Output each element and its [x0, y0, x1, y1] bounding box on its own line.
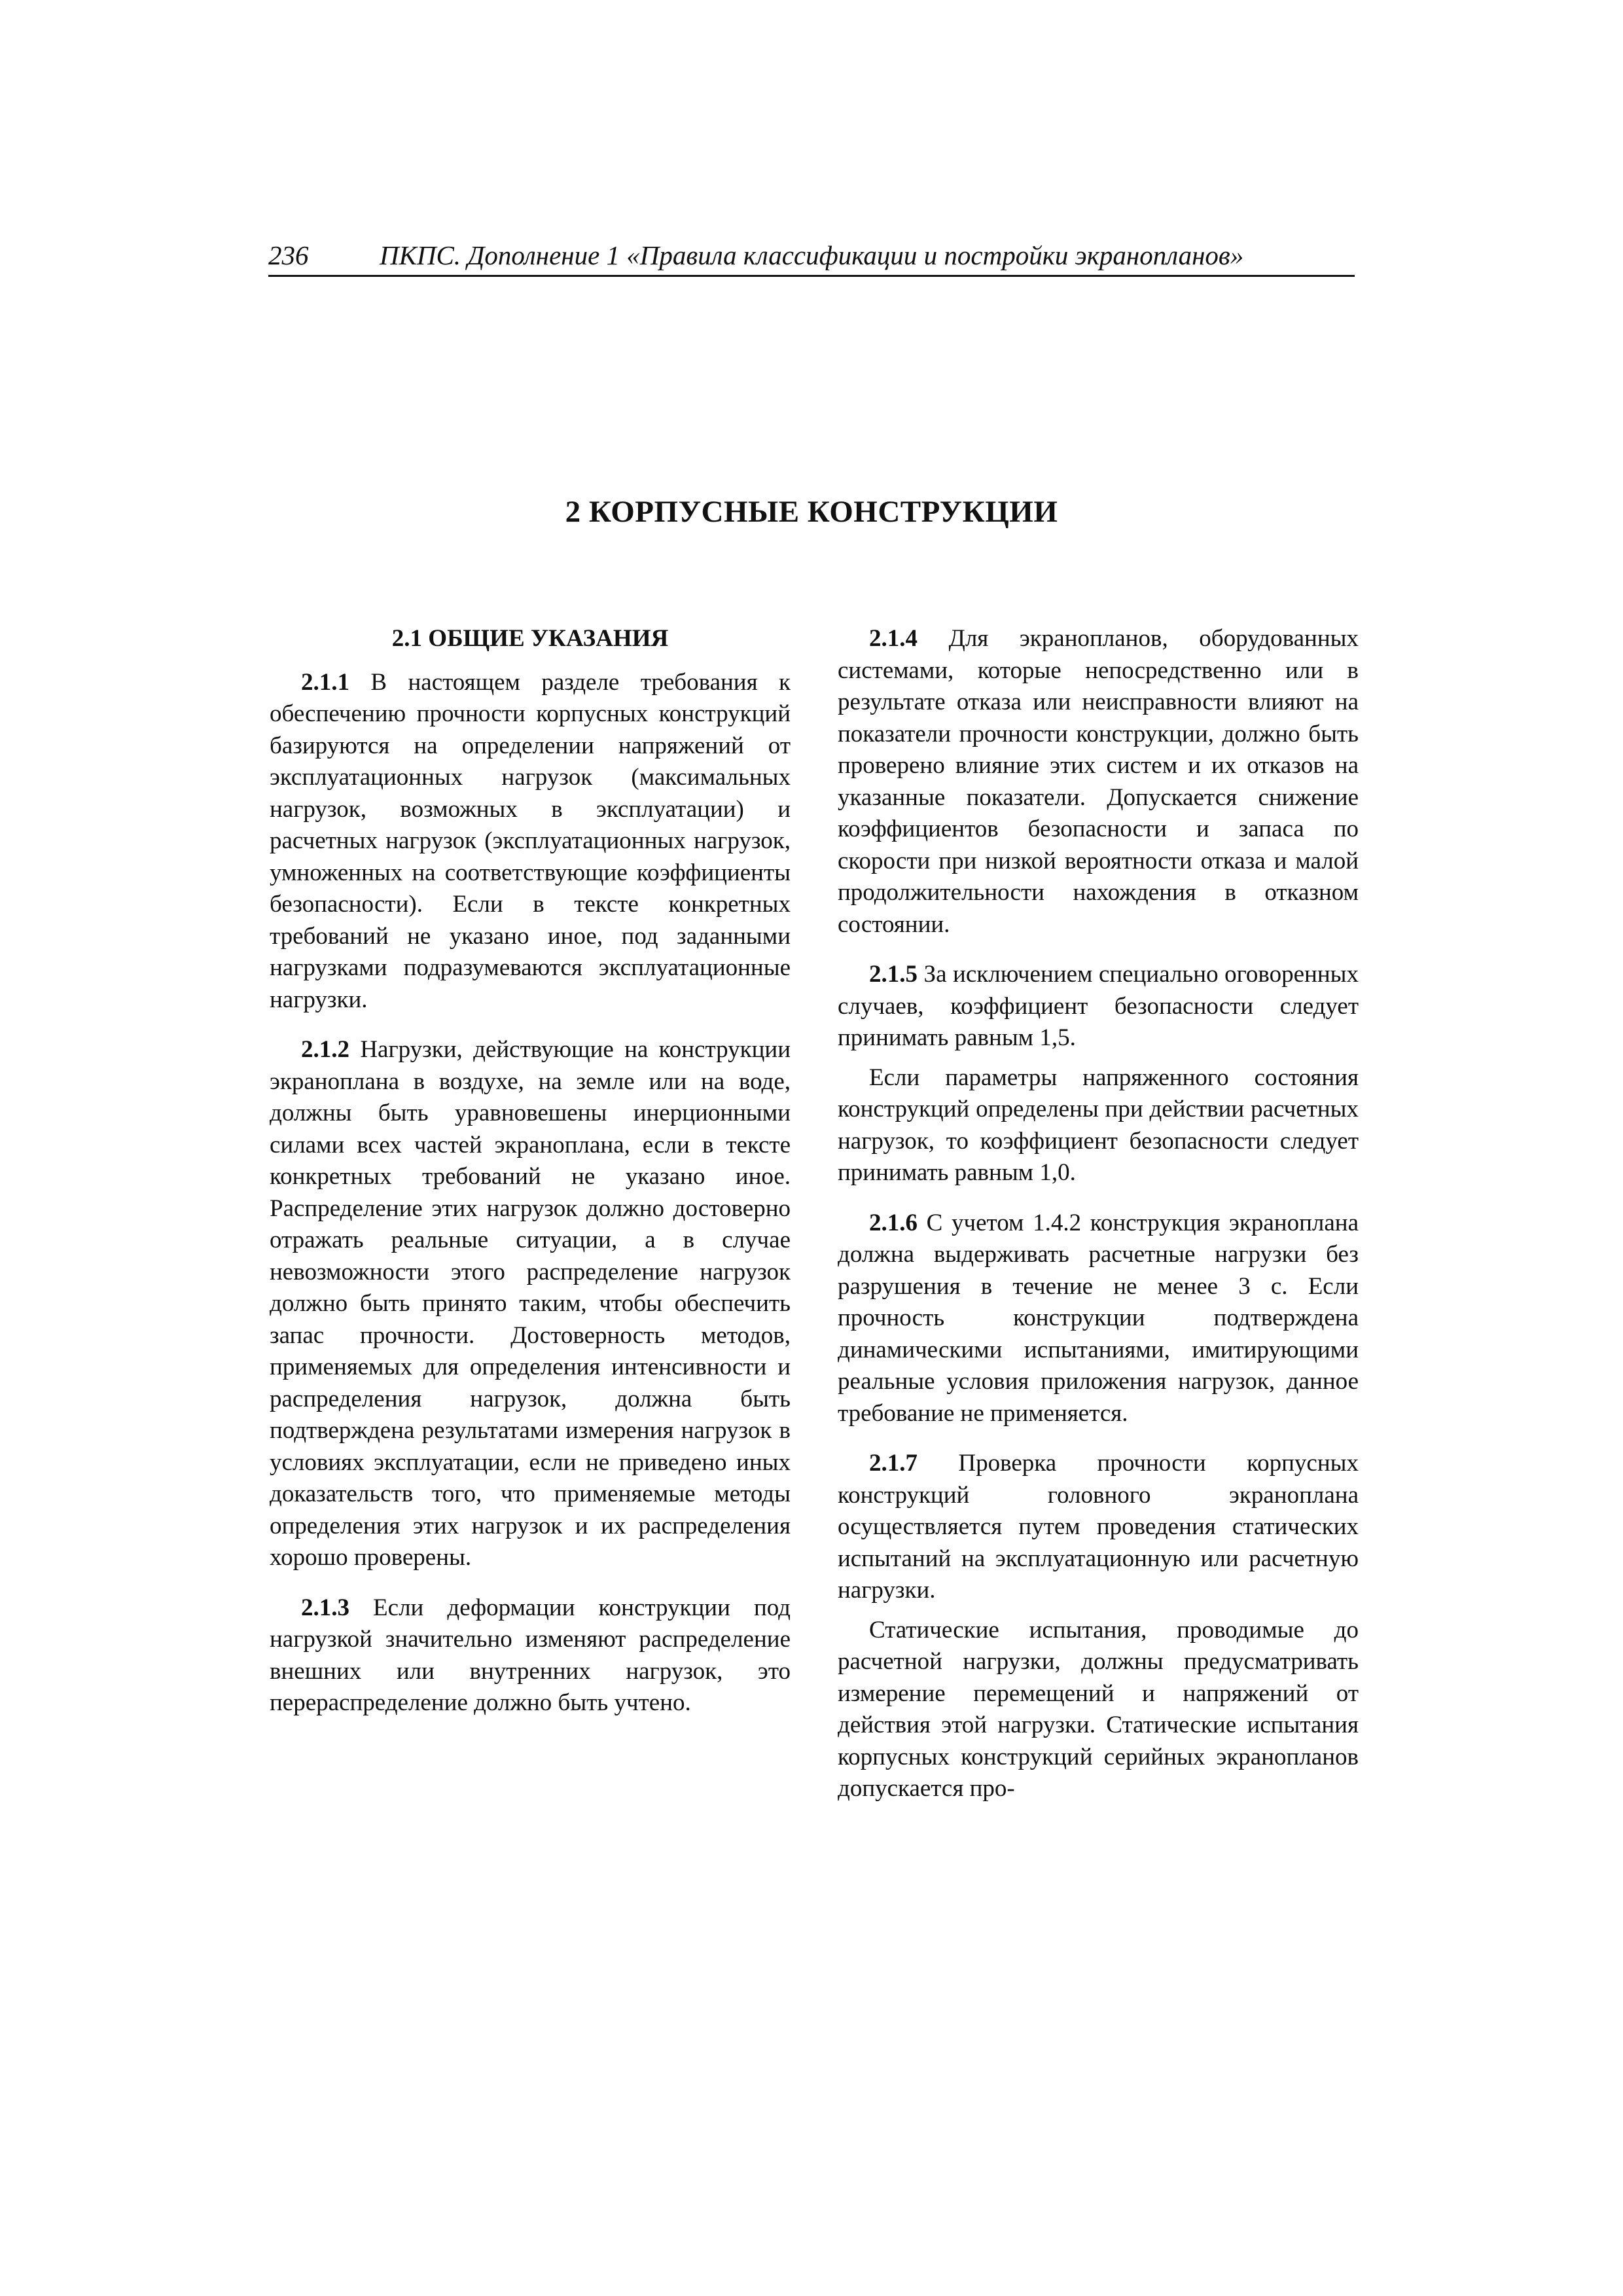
clause-number: 2.1.3 — [301, 1594, 349, 1621]
paragraph-text: Нагрузки, действующие на конструкции экраноплана в воздухе, на земле или на воде, должны быть уравновешены инерционными силами всех частей экраноплана, если в тексте конкретных требований не указано иное. Распределение этих нагрузок должно достоверно отражать реальные ситуации, а в случае невозможности этого распределение нагрузок должно быть принято таким, чтобы обеспечить запас прочности. Достоверность методов, применяемых для определения интенсивности и распределения нагрузок, должна быть подтверждена результатами измерения нагрузок в условиях эксплуатации, если не приведено иных доказательств того, что применяемые методы определения этих нагрузок и их распределения хорошо проверены. — [270, 1036, 791, 1571]
paragraph-2-1-5-continuation — [838, 1062, 1359, 1189]
paragraph-2-1-2 — [270, 1034, 791, 1574]
paragraph-text: С учетом 1.4.2 конструкция экраноплана должна выдерживать расчетные нагрузки без разрушения в течение не менее 3 с. Если прочность конструкции подтверждена динамическими испытаниями, имитирующими реальные условия приложения нагрузок, данное требование не применяется. — [838, 1209, 1359, 1427]
left-column — [270, 623, 791, 1738]
clause-number: 2.1.2 — [301, 1036, 349, 1063]
paragraph-2-1-3 — [270, 1592, 791, 1719]
section-title: 2.1 ОБЩИЕ УКАЗАНИЯ — [391, 625, 669, 652]
paragraph-text: В настоящем разделе требования к обеспечению прочности корпусных конструкций базируются на определении напряжений от эксплуатационных нагрузок (максимальных нагрузок, возможных в эксплуатации) и расчетных нагрузок (эксплуатационных нагрузок, умноженных на соответствующие коэффициенты безопасности). Если в тексте конкретных требований не указано иное, под заданными нагрузками подразумеваются эксплуатационные нагрузки. — [270, 668, 791, 1013]
clause-number: 2.1.1 — [301, 668, 349, 696]
clause-number: 2.1.5 — [869, 961, 918, 988]
paragraph-text: За исключением специально оговоренных случаев, коэффициент безопасности следует принимать равным 1,5. — [838, 961, 1359, 1051]
running-header — [268, 236, 1355, 277]
paragraph-2-1-1 — [270, 667, 791, 1016]
right-column — [838, 623, 1359, 1823]
paragraph-text: Проверка прочности корпусных конструкций головного экраноплана осуществляется путем проведения статических испытаний на эксплуатационную или расчетную нагрузки. — [838, 1450, 1359, 1604]
paragraph-text: Статические испытания, проводимые до расчетной нагрузки, должны предусматривать измерение перемещений и напряжений от действия этой нагрузки. Статические испытания корпусных конструкций серийных экранопланов допускается про- — [838, 1616, 1359, 1802]
page-number: 236 — [268, 240, 309, 270]
paragraph-2-1-4 — [838, 623, 1359, 941]
paragraph-text: Если параметры напряженного состояния конструкций определены при действии расчетных нагрузок, то коэффициент безопасности следует принимать равным 1,0. — [838, 1064, 1359, 1186]
paragraph-text: Для экранопланов, оборудованных системами, которые непосредственно или в результате отказа или неисправности влияют на показатели прочности конструкции, должно быть проверено влияние этих систем и их отказов на указанные показатели. Допускается снижение коэффициентов безопасности и запаса по скорости при низкой вероятности отказа и малой продолжительности нахождения в отказном состоянии. — [838, 625, 1359, 938]
paragraph-2-1-7 — [838, 1448, 1359, 1607]
paragraph-2-1-5 — [838, 959, 1359, 1054]
paragraph-text: Если деформации конструкции под нагрузкой значительно изменяют распределение внешних или внутренних нагрузок, это перераспределение должно быть учтено. — [270, 1594, 791, 1716]
paragraph-2-1-6 — [838, 1208, 1359, 1430]
header-title: ПКПС. Дополнение 1 «Правила классификации и постройки экранопланов» — [380, 240, 1244, 270]
clause-number: 2.1.7 — [869, 1450, 918, 1477]
paragraph-2-1-7-continuation — [838, 1615, 1359, 1805]
clause-number: 2.1.4 — [869, 625, 918, 652]
clause-number: 2.1.6 — [869, 1209, 918, 1236]
chapter-title: 2 КОРПУСНЫЕ КОНСТРУКЦИИ — [565, 495, 1058, 529]
